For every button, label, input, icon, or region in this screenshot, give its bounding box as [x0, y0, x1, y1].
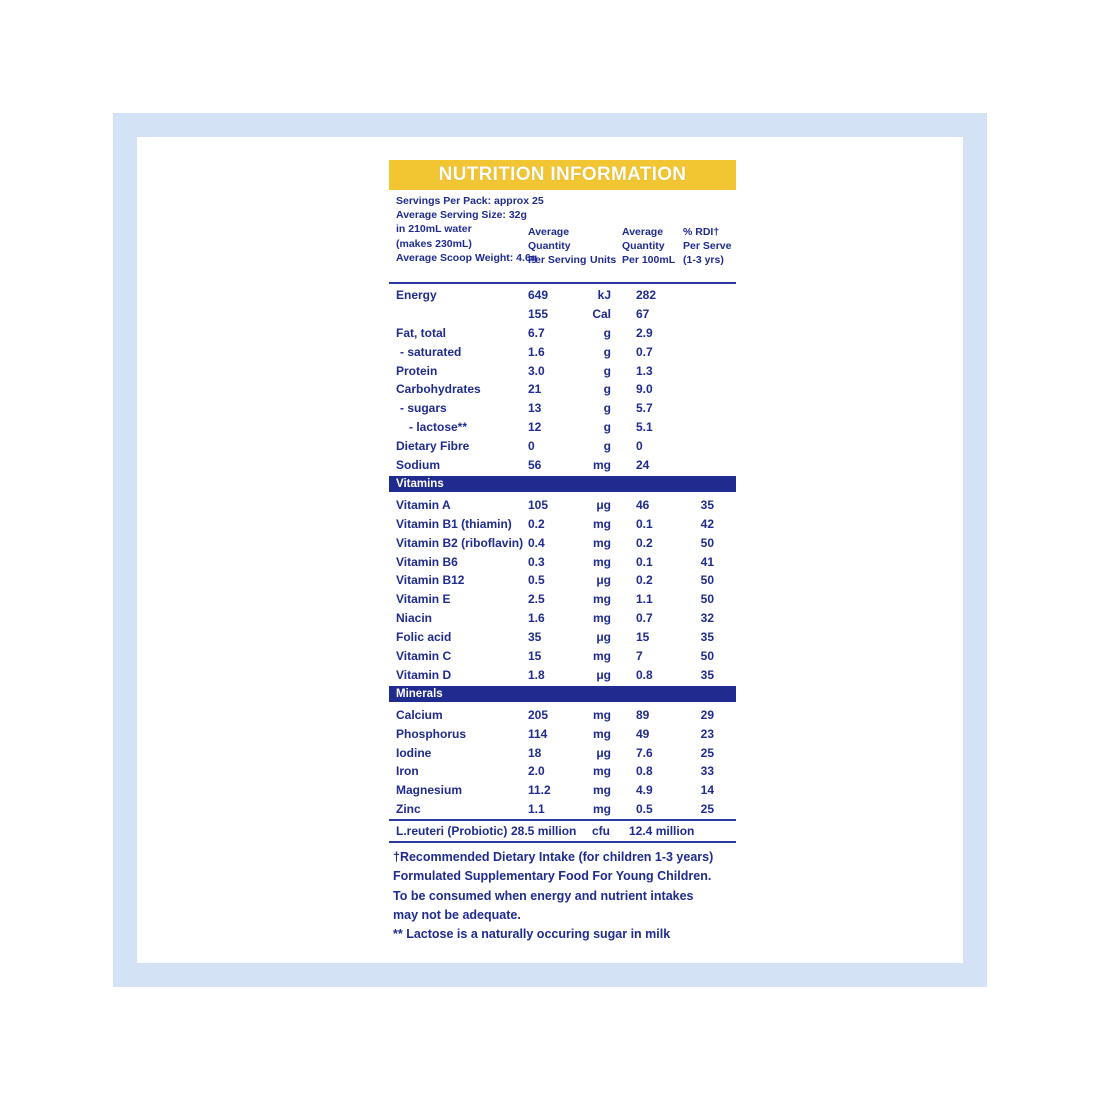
rdi-percent: 50: [700, 535, 714, 550]
unit: g: [603, 363, 611, 378]
amount-per-serving: 114: [528, 726, 548, 741]
amount-per-100ml: 9.0: [636, 382, 653, 397]
nutrient-name: Protein: [396, 363, 438, 378]
serving-info: [396, 194, 656, 265]
amount-per-100ml: 4.9: [636, 783, 653, 798]
probiotic-row: [389, 821, 736, 841]
serving-water: in 210mL water: [396, 223, 472, 236]
nutrient-name: Vitamin B12: [396, 573, 465, 588]
unit: mg: [593, 535, 611, 550]
nutrient-name: Vitamin B2 (riboflavin): [396, 535, 524, 550]
serving-size: Average Serving Size: 32g: [396, 209, 527, 222]
probiotic-amount: 28.5 million: [511, 824, 577, 839]
probiotic-per100: 12.4 million: [629, 824, 695, 839]
amount-per-serving: 649: [528, 288, 549, 302]
table-row: [389, 305, 736, 324]
amount-per-100ml: 2.9: [636, 325, 653, 340]
nutrient-name: Energy: [396, 288, 437, 302]
unit: g: [603, 420, 611, 435]
rdi-percent: 14: [700, 783, 714, 798]
unit: kJ: [597, 288, 611, 302]
col-header-per-100ml: Average Quantity Per 100mL: [622, 226, 676, 267]
amount-per-serving: 3.0: [528, 363, 545, 378]
nutrition-panel: [389, 160, 736, 944]
table-row: [389, 666, 736, 685]
footnote-consume: To be consumed when energy and nutrient intakes: [393, 888, 694, 903]
scoop-weight: Average Scoop Weight: 4.6g: [396, 251, 538, 264]
amount-per-serving: 11.2: [528, 783, 551, 798]
nutrient-name: Vitamin A: [396, 497, 451, 512]
unit: μg: [596, 630, 611, 645]
unit: mg: [593, 458, 611, 473]
unit: g: [603, 439, 611, 454]
table-row: [389, 553, 736, 572]
col-header-rdi: % RDI† Per Serve (1-3 yrs): [683, 226, 732, 267]
nutrient-name: Vitamin B1 (thiamin): [396, 516, 512, 531]
table-row: [389, 571, 736, 590]
unit: mg: [593, 802, 611, 817]
amount-per-serving: 15: [528, 649, 542, 664]
amount-per-serving: 21: [528, 382, 542, 397]
nutrient-name: Magnesium: [396, 783, 463, 798]
rdi-percent: 35: [700, 497, 714, 512]
table-row: [389, 609, 736, 628]
table-row: [389, 706, 736, 725]
nutrient-name: Vitamin D: [396, 667, 452, 682]
table-row: [389, 343, 736, 362]
table-row: [389, 380, 736, 399]
nutrient-name: Calcium: [396, 707, 443, 722]
amount-per-serving: 155: [528, 306, 549, 321]
unit: mg: [593, 783, 611, 798]
amount-per-100ml: 1.3: [636, 363, 653, 378]
table-row: [389, 437, 736, 456]
rdi-percent: 42: [700, 516, 714, 531]
rdi-percent: 25: [700, 745, 714, 760]
table-row: [389, 418, 736, 437]
amount-per-100ml: 0.7: [636, 344, 653, 359]
amount-per-100ml: 0.1: [636, 554, 653, 569]
rdi-percent: 33: [700, 764, 714, 779]
amount-per-serving: 205: [528, 707, 549, 722]
rdi-percent: 29: [700, 707, 714, 722]
nutrients-table: [389, 284, 736, 475]
nutrient-name: Carbohydrates: [396, 382, 481, 397]
panel-header: [389, 194, 736, 282]
unit: g: [603, 344, 611, 359]
table-row: [389, 399, 736, 418]
rdi-percent: 25: [700, 802, 714, 817]
amount-per-100ml: 89: [636, 707, 650, 722]
rdi-percent: 50: [700, 573, 714, 588]
amount-per-serving: 1.8: [528, 667, 545, 682]
table-row: [389, 628, 736, 647]
nutrient-name: Fat, total: [396, 325, 446, 340]
amount-per-100ml: 0: [636, 439, 643, 454]
amount-per-serving: 0.3: [528, 554, 545, 569]
rdi-percent: 50: [700, 592, 714, 607]
vitamins-table: [389, 494, 736, 685]
rdi-percent: 32: [700, 611, 714, 626]
nutrient-name: Zinc: [396, 802, 421, 817]
amount-per-serving: 6.7: [528, 325, 545, 340]
table-row: [389, 286, 736, 305]
nutrient-name: Sodium: [396, 458, 440, 473]
amount-per-serving: 18: [528, 745, 542, 760]
amount-per-serving: 13: [528, 401, 542, 416]
nutrient-name: Vitamin C: [396, 649, 452, 664]
amount-per-100ml: 0.7: [636, 611, 653, 626]
amount-per-serving: 56: [528, 458, 542, 473]
rdi-percent: 50: [700, 649, 714, 664]
probiotic-unit: cfu: [592, 824, 610, 839]
table-row: [389, 725, 736, 744]
amount-per-serving: 0.5: [528, 573, 545, 588]
amount-per-serving: 0: [528, 439, 535, 454]
unit: μg: [596, 667, 611, 682]
amount-per-100ml: 0.1: [636, 516, 653, 531]
amount-per-100ml: 7: [636, 649, 643, 664]
amount-per-serving: 2.5: [528, 592, 545, 607]
amount-per-100ml: 15: [636, 630, 650, 645]
nutrient-name: Vitamin E: [396, 592, 451, 607]
rdi-percent: 35: [700, 667, 714, 682]
table-row: [389, 324, 736, 343]
unit: Cal: [592, 306, 611, 321]
amount-per-100ml: 0.5: [636, 802, 653, 817]
unit: g: [603, 401, 611, 416]
nutrient-name: Niacin: [396, 611, 433, 626]
amount-per-100ml: 5.7: [636, 401, 653, 416]
amount-per-100ml: 46: [636, 497, 650, 512]
unit: mg: [593, 764, 611, 779]
amount-per-100ml: 67: [636, 306, 650, 321]
amount-per-100ml: 282: [636, 288, 657, 302]
amount-per-serving: 35: [528, 630, 542, 645]
table-row: [389, 362, 736, 381]
footnote-formulated: Formulated Supplementary Food For Young Children.: [393, 869, 712, 884]
amount-per-100ml: 5.1: [636, 420, 653, 435]
amount-per-serving: 105: [528, 497, 549, 512]
table-row: [389, 781, 736, 800]
table-row: [389, 744, 736, 763]
servings-per-pack: Servings Per Pack: approx 25: [396, 195, 544, 207]
rdi-percent: 35: [700, 630, 714, 645]
unit: μg: [596, 745, 611, 760]
unit: mg: [593, 726, 611, 741]
amount-per-100ml: 0.8: [636, 764, 653, 779]
nutrient-name: Dietary Fibre: [396, 439, 470, 454]
table-row: [389, 647, 736, 666]
footnotes: [389, 843, 736, 944]
amount-per-serving: 1.6: [528, 611, 545, 626]
amount-per-serving: 12: [528, 420, 542, 435]
nutrient-name: - sugars: [400, 401, 447, 416]
unit: g: [603, 382, 611, 397]
serving-makes: (makes 230mL): [396, 237, 472, 250]
amount-per-serving: 0.2: [528, 516, 545, 531]
panel-title: NUTRITION INFORMATION: [389, 160, 736, 190]
unit: μg: [596, 573, 611, 588]
amount-per-100ml: 7.6: [636, 745, 653, 760]
nutrient-name: Vitamin B6: [396, 554, 458, 569]
minerals-table: [389, 704, 736, 819]
amount-per-serving: 1.6: [528, 344, 545, 359]
rdi-percent: 41: [700, 554, 714, 569]
unit: mg: [593, 516, 611, 531]
unit: μg: [596, 497, 611, 512]
table-row: [389, 456, 736, 475]
table-row: [389, 534, 736, 553]
col-header-per-serving: Average Quantity Per Serving: [528, 226, 587, 267]
nutrient-name: Iodine: [396, 745, 432, 760]
table-row: [389, 762, 736, 781]
nutrient-name: - saturated: [400, 344, 462, 359]
amount-per-100ml: 49: [636, 726, 650, 741]
footnote-adequate: may not be adequate.: [393, 907, 521, 922]
section-vitamins: Vitamins: [389, 476, 736, 492]
table-row: [389, 496, 736, 515]
footnote-lactose: ** Lactose is a naturally occuring sugar in milk: [393, 926, 671, 941]
amount-per-100ml: 0.8: [636, 667, 653, 682]
amount-per-100ml: 1.1: [636, 592, 653, 607]
nutrient-name: Iron: [396, 764, 419, 779]
unit: mg: [593, 649, 611, 664]
section-minerals: Minerals: [389, 686, 736, 702]
unit: mg: [593, 554, 611, 569]
col-header-units: Units: [590, 254, 617, 266]
unit: mg: [593, 707, 611, 722]
probiotic-name: L.reuteri (Probiotic): [396, 824, 508, 839]
amount-per-100ml: 0.2: [636, 535, 653, 550]
nutrient-name: Phosphorus: [396, 726, 467, 741]
amount-per-100ml: 0.2: [636, 573, 653, 588]
rdi-percent: 23: [700, 726, 714, 741]
nutrient-name: Folic acid: [396, 630, 452, 645]
amount-per-serving: 1.1: [528, 802, 545, 817]
table-row: [389, 590, 736, 609]
table-row: [389, 800, 736, 819]
table-row: [389, 515, 736, 534]
unit: mg: [593, 592, 611, 607]
unit: mg: [593, 611, 611, 626]
amount-per-100ml: 24: [636, 458, 650, 473]
nutrient-name: - lactose**: [409, 420, 468, 435]
footnote-rdi: †Recommended Dietary Intake (for children 1-3 years): [393, 850, 714, 865]
unit: g: [603, 325, 611, 340]
amount-per-serving: 0.4: [528, 535, 545, 550]
amount-per-serving: 2.0: [528, 764, 545, 779]
